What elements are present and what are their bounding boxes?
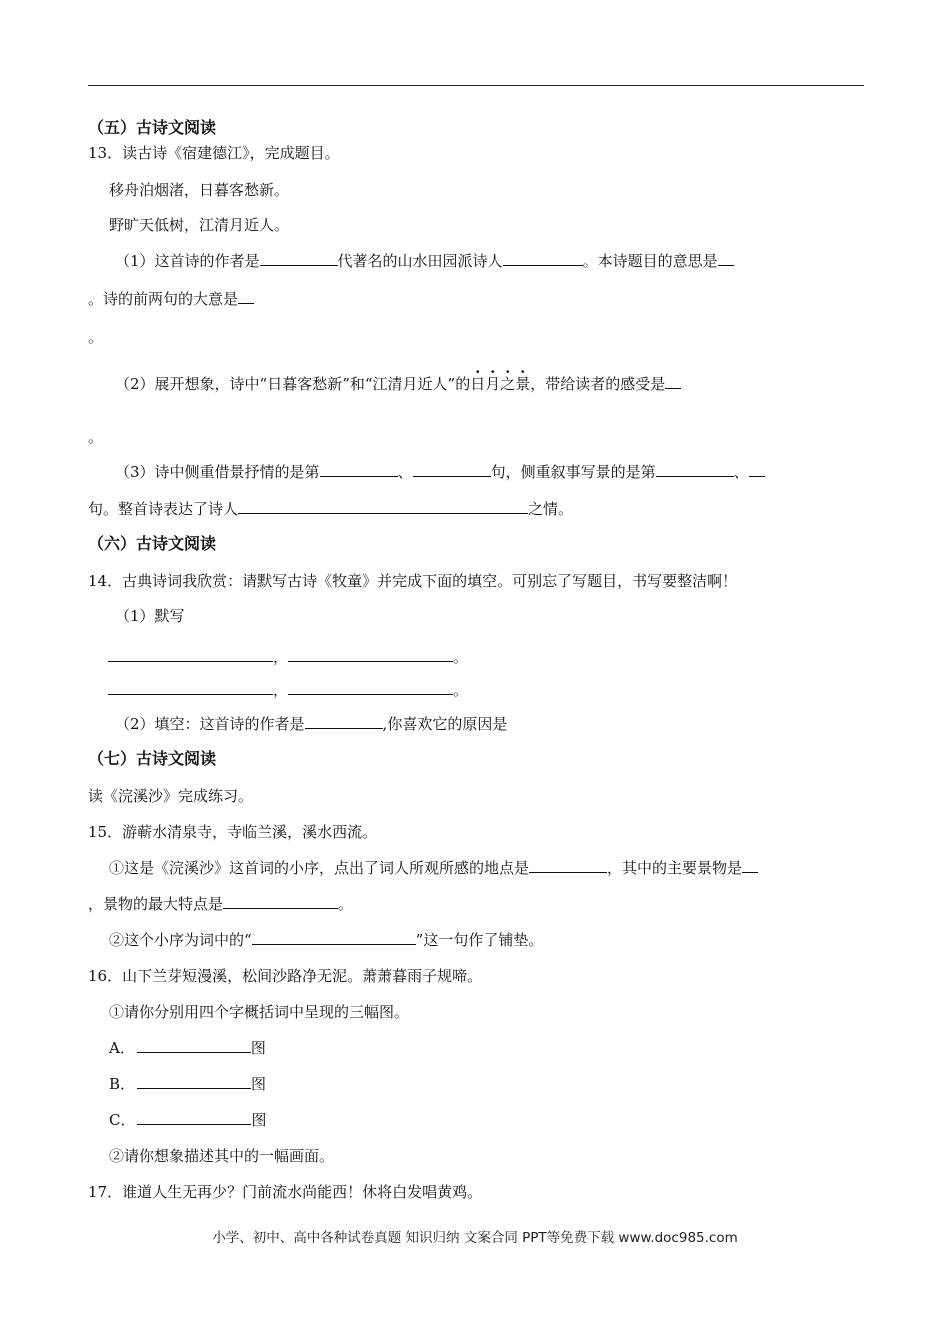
- header-rule: [88, 85, 864, 86]
- q13-part1-line2: [88, 289, 254, 309]
- q14-part2-text-a: （2）填空：这首诗的作者是: [115, 715, 305, 733]
- comma: ，: [273, 681, 289, 699]
- q15-part1: [109, 858, 758, 878]
- feeling-blank[interactable]: [665, 374, 681, 389]
- q13-part3-text-f: 之情。: [528, 500, 574, 518]
- emotion-blank[interactable]: [238, 499, 528, 514]
- lyric-line-blank-2[interactable]: [413, 462, 491, 477]
- dotted-char: 日: [470, 375, 486, 393]
- q13-part2-line: [115, 374, 681, 394]
- question-13: 13．读古诗《宿建德江》，完成题目。: [88, 144, 340, 162]
- q13-part1-text-a: （1）这首诗的作者是: [115, 252, 260, 270]
- q15-part1-text-c: ，景物的最大特点是: [88, 895, 224, 913]
- q14-part1: （1）默写: [115, 607, 185, 625]
- q15-part2-text-a: ②这个小序为词中的“: [109, 931, 252, 949]
- option-a: [109, 1038, 266, 1058]
- dotted-char: 月: [485, 375, 501, 393]
- poet-blank[interactable]: [503, 251, 583, 266]
- page-footer: 小学、初中、高中各种试卷真题 知识归纳 文案合同 PPT等免费下载 www.doc985.com: [212, 1230, 738, 1246]
- feature-blank[interactable]: [223, 894, 338, 909]
- q15-part1-text-b: ，其中的主要景物是: [607, 859, 743, 877]
- picture-suffix: 图: [251, 1075, 267, 1093]
- period: 。: [453, 681, 469, 699]
- q15-part1-text-a: ①这是《浣溪沙》这首词的小序，点出了词人所观所感的地点是: [109, 859, 530, 877]
- section-5-heading: （五）古诗文阅读: [88, 118, 217, 137]
- picture-blank-a[interactable]: [137, 1038, 251, 1053]
- separator: 、: [397, 463, 413, 481]
- dictation-blank[interactable]: [108, 647, 273, 662]
- option-a-label: A．: [109, 1039, 135, 1057]
- poem-line-2: 野旷天低树，江清月近人。: [109, 216, 290, 234]
- section-6-heading: （六）古诗文阅读: [88, 534, 217, 553]
- q14-part2: [115, 714, 507, 734]
- scenery-blank[interactable]: [742, 858, 758, 873]
- picture-blank-c[interactable]: [137, 1110, 251, 1125]
- first-two-lines-blank[interactable]: [238, 289, 254, 304]
- dictation-line-2: [108, 680, 468, 700]
- q13-part1-line: [115, 251, 734, 271]
- period: 。: [453, 648, 469, 666]
- q13-part3-text-c: 句，侧重叙事写景的是第: [490, 463, 656, 481]
- section-7-intro: 读《浣溪沙》完成练习。: [88, 787, 254, 805]
- q16-part2: ②请你想象描述其中的一幅画面。: [109, 1147, 335, 1165]
- dictation-blank[interactable]: [288, 680, 453, 695]
- option-b: [109, 1074, 266, 1094]
- lyric-line-blank-1[interactable]: [320, 462, 398, 477]
- option-b-label: B．: [109, 1075, 136, 1093]
- dictation-blank[interactable]: [288, 647, 453, 662]
- q15-part2: [109, 930, 543, 950]
- picture-suffix: 图: [250, 1039, 266, 1057]
- verse-blank[interactable]: [252, 930, 416, 945]
- author-blank[interactable]: [305, 714, 383, 729]
- poem-line-1: 移舟泊烟渚，日暮客愁新。: [109, 181, 290, 199]
- question-16: 16．山下兰芽短漫溪，松间沙路净无泥。萧萧暮雨子规啼。: [88, 967, 483, 985]
- q14-part2-text-b: ,你喜欢它的原因是: [382, 715, 508, 733]
- q13-part2-text-b: ，带给读者的感受是: [530, 375, 666, 393]
- dictation-blank[interactable]: [108, 680, 273, 695]
- q13-part1-text-c: 。本诗题目的意思是: [582, 252, 718, 270]
- q13-part1-text-d: 。诗的前两句的大意是: [88, 290, 239, 308]
- dotted-char: 之: [500, 375, 516, 393]
- picture-suffix: 图: [251, 1111, 267, 1129]
- option-c: [109, 1110, 267, 1130]
- narrative-line-blank-1[interactable]: [656, 462, 734, 477]
- location-blank[interactable]: [529, 858, 607, 873]
- narrative-line-blank-2[interactable]: [749, 462, 765, 477]
- title-meaning-blank[interactable]: [718, 251, 734, 266]
- q13-part3-text-e: 句。整首诗表达了诗人: [88, 500, 239, 518]
- separator: 、: [733, 463, 749, 481]
- q15-part2-text-b: ”这一句作了铺垫。: [415, 931, 544, 949]
- period: 。: [338, 895, 354, 913]
- author-blank[interactable]: [260, 251, 338, 266]
- q13-part3-line2: [88, 499, 573, 519]
- q15-part1-line2: [88, 894, 353, 914]
- question-17: 17．谁道人生无再少？门前流水尚能西！休将白发唱黄鸡。: [88, 1183, 483, 1201]
- q16-part1: ①请你分别用四个字概括词中呈现的三幅图。: [109, 1003, 410, 1021]
- q13-part1-end: 。: [88, 328, 104, 346]
- question-14: 14．古典诗词我欣赏：请默写古诗《牧童》并完成下面的填空。可别忘了写题目，书写要整洁啊！: [88, 572, 738, 590]
- q13-part1-text-b: 代著名的山水田园派诗人: [337, 252, 503, 270]
- q13-part2-end: 。: [88, 428, 104, 446]
- q13-part2-text-a: （2）展开想象，诗中“日暮客愁新”和“江清月近人”的: [115, 375, 471, 393]
- dictation-line-1: [108, 647, 468, 667]
- picture-blank-b[interactable]: [137, 1074, 251, 1089]
- q13-part3-text-a: （3）诗中侧重借景抒情的是第: [115, 463, 320, 481]
- dotted-char: 景: [515, 375, 531, 393]
- comma: ，: [273, 648, 289, 666]
- section-7-heading: （七）古诗文阅读: [88, 749, 217, 768]
- question-15: 15．游蕲水清泉寺，寺临兰溪，溪水西流。: [88, 823, 378, 841]
- option-c-label: C．: [109, 1111, 136, 1129]
- q13-part3-line: [115, 462, 765, 482]
